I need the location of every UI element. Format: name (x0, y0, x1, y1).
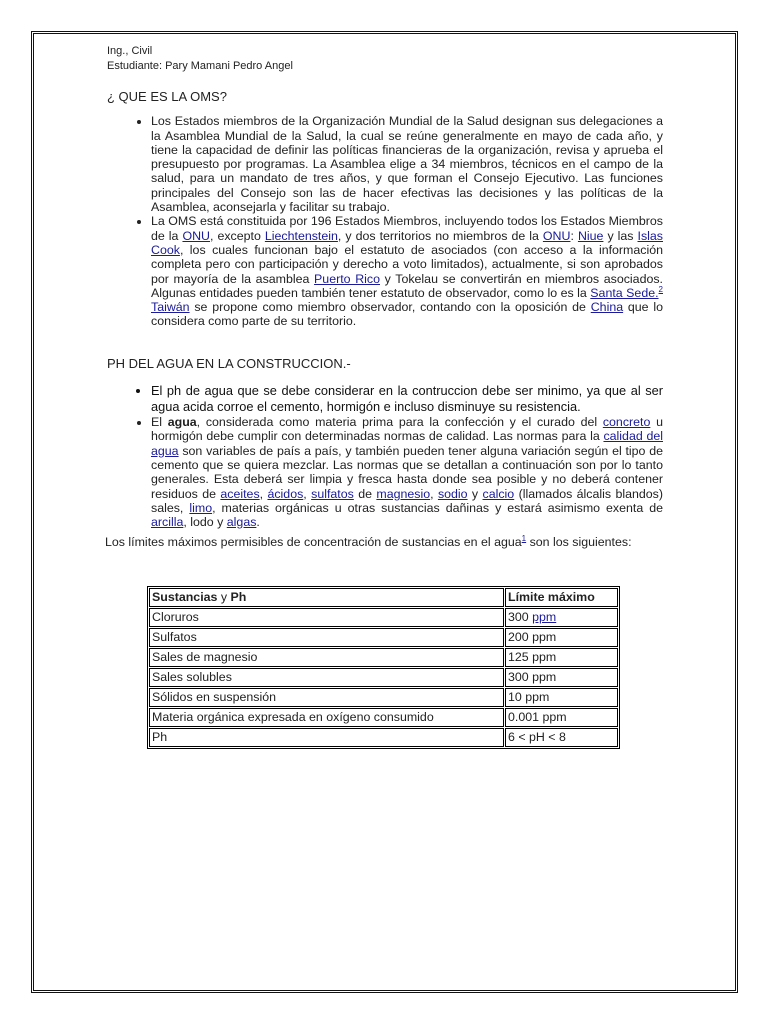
text-run: , lodo y (183, 515, 227, 530)
link-acidos[interactable]: ácidos (267, 486, 304, 501)
text-run: Los límites máximos permisibles de concentración de sustancias en el agua (105, 535, 522, 550)
cell-sustancia: Materia orgánica expresada en oxígeno consumido (149, 708, 504, 727)
limits-intro (105, 535, 663, 549)
link-limo[interactable]: limo (189, 500, 213, 515)
link-aceites[interactable]: aceites (220, 486, 260, 501)
text-run: 300 (508, 610, 533, 625)
footnote-2[interactable]: 2 (658, 284, 663, 294)
bold-term-agua: agua (167, 415, 197, 430)
link-calcio[interactable]: calcio (482, 486, 515, 501)
table-row (149, 728, 618, 747)
author-line-1: Ing., Civil (107, 45, 153, 57)
oms-paragraph-2 (151, 214, 663, 328)
link-sodio[interactable]: sodio (437, 486, 468, 501)
author-line-2: Estudiante: Pary Mamani Pedro Angel (107, 60, 293, 72)
link-onu[interactable]: ONU (182, 228, 211, 243)
text-run: El (151, 415, 168, 430)
ph-paragraph-1: • El ph de agua que se debe considerar en la contruccion debe ser minimo, ya que al ser agua acida corroe el cemento, hormigón e incluso disminuye su resistencia. (151, 383, 663, 415)
text-run: y (467, 486, 483, 501)
text-run: (llamados álcalis blandos) sales, (151, 486, 664, 515)
limits-table (147, 586, 620, 749)
ph-paragraph-2 (151, 415, 663, 529)
cell-sustancia: Sales de magnesio (149, 648, 504, 667)
cell-limite: 300 ppm (505, 668, 618, 687)
link-taiwan[interactable]: Taiwán (151, 300, 190, 315)
link-sulfatos[interactable]: sulfatos (311, 486, 354, 501)
text-run: de (353, 486, 377, 501)
cell-sustancia: Cloruros (149, 608, 504, 627)
link-calidad-del-agua[interactable]: calidad del agua (151, 429, 663, 458)
text-run: . (256, 515, 260, 530)
ph-list (107, 383, 663, 529)
text-run: y Tokelau se convertirán en miembros asociados. Algunas entidades pueden también tener estatuto de observador, como lo es la (151, 271, 663, 300)
text-run: u hormigón debe cumplir con determinadas normas de calidad. Las normas para la (151, 415, 663, 444)
header-sustancias (149, 588, 504, 607)
table-row (149, 688, 618, 707)
text-run: son variables de país a país, y también pueden tener alguna variación según el tipo de cemento que se quiera mezclar. Las normas que se detallan a continuación son por lo tanto generales. Esta deberá ser limpia y fresca hasta donde sea posible y no deberá contener residuos de (151, 443, 663, 501)
cell-limite: 10 ppm (505, 688, 618, 707)
link-ppm[interactable]: ppm (532, 610, 557, 625)
link-islas-cook[interactable]: Islas Cook (151, 228, 663, 257)
cell-limite: 125 ppm (505, 648, 618, 667)
link-algas[interactable]: algas (226, 515, 257, 530)
link-onu-2[interactable]: ONU (542, 228, 571, 243)
link-china[interactable]: China (590, 300, 624, 315)
link-niue[interactable]: Niue (577, 228, 604, 243)
cell-limite: 0.001 ppm (505, 708, 618, 727)
link-santa-sede[interactable]: Santa Sede. (590, 285, 659, 300)
cell-limite (505, 608, 618, 627)
header-text: Sustancias (152, 590, 218, 605)
text-run: y las (603, 228, 638, 243)
cell-sustancia: Sales solubles (149, 668, 504, 687)
cell-limite: 200 ppm (505, 628, 618, 647)
text-run: , considerada como materia prima para la confección y el curado del (196, 415, 603, 430)
link-concreto[interactable]: concreto (602, 415, 651, 430)
cell-limite: 6 < pH < 8 (505, 728, 618, 747)
oms-list (107, 114, 663, 328)
text-run: , materias orgánicas u otras sustancias dañinas y estará asimismo exenta de (212, 500, 664, 515)
link-magnesio[interactable]: magnesio (376, 486, 431, 501)
link-liechtenstein[interactable]: Liechtenstein (264, 228, 338, 243)
header-limite: Límite máximo (505, 588, 618, 607)
document-body (107, 44, 663, 749)
table-row (149, 708, 618, 727)
table-row (149, 608, 618, 627)
oms-heading: ¿ QUE ES LA OMS? (107, 89, 227, 104)
text-run: que lo considera como parte de su territorio. (151, 300, 663, 329)
cell-sustancia: Sulfatos (149, 628, 504, 647)
text-run: , (430, 486, 438, 501)
text-run: se propone como miembro observador, contando con la oposición de (189, 300, 591, 315)
cell-sustancia: Ph (149, 728, 504, 747)
header-text: y (217, 590, 231, 605)
text-run: , y dos territorios no miembros de la (337, 228, 543, 243)
table-header-row (149, 588, 618, 607)
link-puerto-rico[interactable]: Puerto Rico (314, 271, 380, 286)
text-run: , (303, 486, 312, 501)
header-text: Ph (230, 590, 247, 605)
table-row (149, 628, 618, 647)
table-row (149, 648, 618, 667)
text-run: , excepto (210, 228, 265, 243)
text-run: La OMS está constituida por 196 Estados Miembros, incluyendo todos los Estados Miembros de la (151, 214, 663, 243)
footnote-1[interactable]: 1 (521, 534, 527, 544)
cell-sustancia: Sólidos en suspensión (149, 688, 504, 707)
text-run: : (570, 228, 578, 243)
table-row (149, 668, 618, 687)
oms-paragraph-1: • Los Estados miembros de la Organización Mundial de la Salud designan sus delegaciones a la Asamblea Mundial de la Salud, la cual se reúne generalmente en mayo de cada año, y tiene la capacidad de definir las políticas financieras de la organización, revisa y aprueba el presupuesto por programas. La Asamblea elige a 34 miembros, técnicos en el campo de la salud, para un mandato de tres años, y que forman el Consejo Ejecutivo. Las funciones principales del Consejo son las de hacer efectivas las decisiones y las políticas de la Asamblea, aconsejarla y facilitar su trabajo. (151, 114, 663, 214)
ph-heading: PH DEL AGUA EN LA CONSTRUCCION.- (107, 355, 351, 371)
link-arcilla[interactable]: arcilla (151, 515, 184, 530)
text-run: , (259, 486, 268, 501)
text-run: son los siguientes: (526, 535, 632, 550)
text-run: , los cuales funcionan bajo el estatuto de asociados (con acceso a la información completa pero con participación y derecho a voto limitados), actualmente, si son aprobados por mayoría de la asamblea (151, 242, 663, 286)
